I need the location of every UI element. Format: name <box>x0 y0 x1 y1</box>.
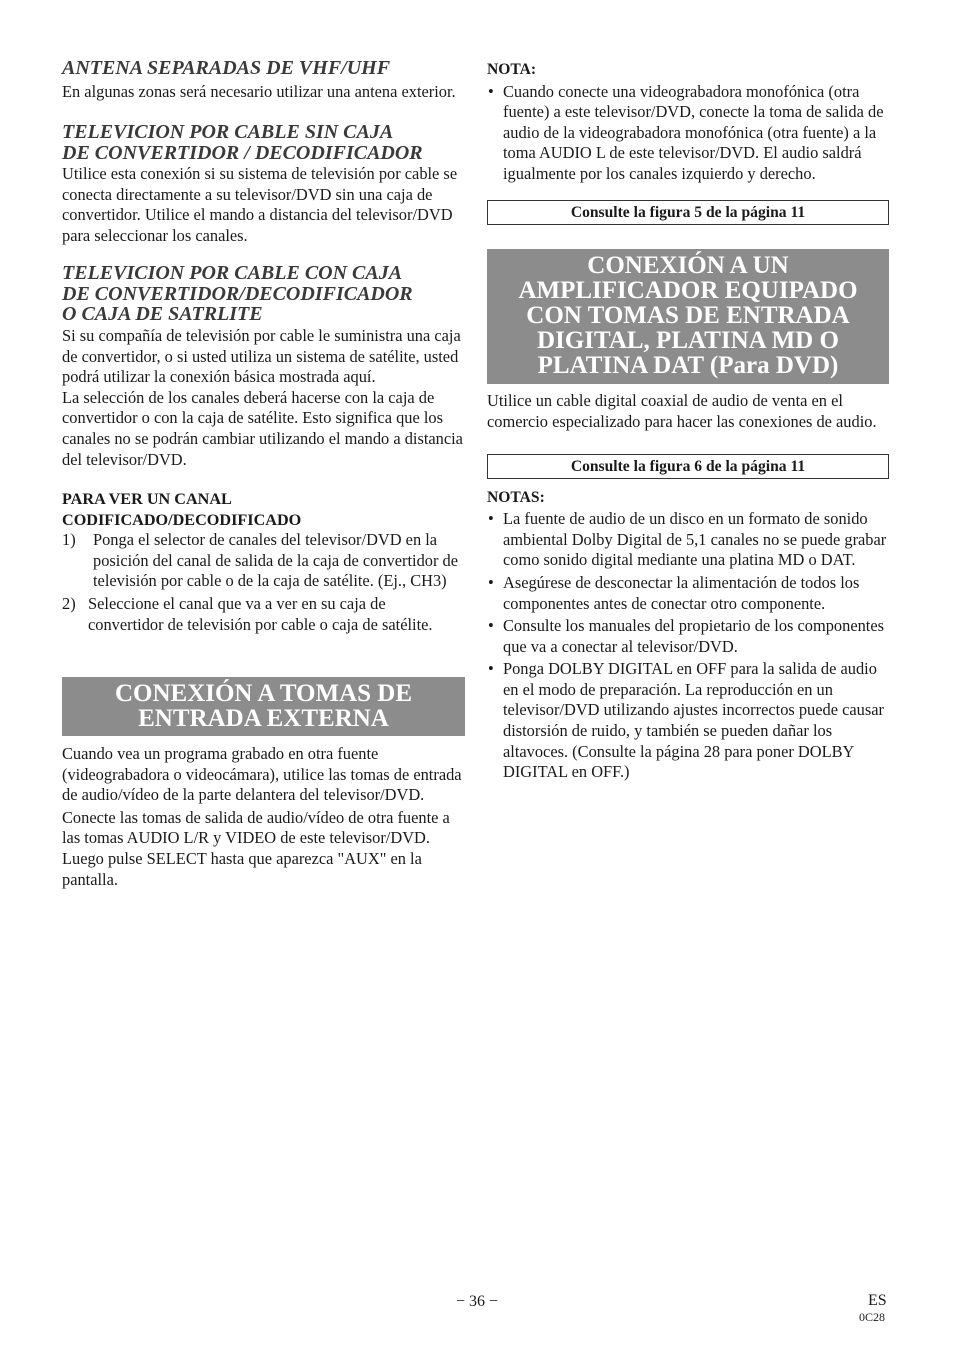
step-number: 2) <box>62 593 76 613</box>
banner-line: CONEXIÓN A UN <box>587 252 789 280</box>
list-item: • Ponga DOLBY DIGITAL en OFF para la salida de audio en el modo de preparación. La reproducción en un televisor/DVD utilizando ajustes incorrectos puede causar distorsión de ruido, y también se pueden dañar los altavoces. (Consulte la página 28 para poner DOLBY DIGITAL en OFF.) <box>487 659 889 783</box>
banner-line: ENTRADA EXTERNA <box>138 705 389 733</box>
antena-text: En algunas zonas será necesario utilizar una antena exterior. <box>62 81 456 101</box>
title-line: DE CONVERTIDOR / DECODIFICADOR <box>62 141 423 164</box>
step-text: Seleccione el canal que va a ver en su caja de convertidor de televisión por cable o caja de satélite. <box>88 593 433 634</box>
steps-list <box>62 530 465 635</box>
banner-line: PLATINA DAT (Para DVD) <box>537 351 839 379</box>
language-code: ES <box>868 1292 887 1309</box>
step-text: Ponga el selector de canales del televisor/DVD en la posición del canal de salida de la caja de convertidor de televisión por cable o de la caja de satélite. (Ej., CH3) <box>93 530 458 591</box>
list-item: • La fuente de audio de un disco en un formato de sonido ambiental Dolby Digital de 5,1 canales no se puede grabar como sonido digital mediante una platina MD o DAT. <box>487 509 889 571</box>
section-title-canal-codificado <box>62 489 465 530</box>
list-item <box>62 594 465 635</box>
section-banner-amplificador <box>487 249 889 384</box>
banner-line: DIGITAL, PLATINA MD O <box>537 326 839 354</box>
step-number: 1) <box>62 530 76 550</box>
document-code: 0C28 <box>859 1310 886 1324</box>
banner-line: CON TOMAS DE ENTRADA <box>526 302 850 330</box>
nota-list <box>487 82 889 185</box>
notas-list <box>487 509 889 783</box>
figure-reference-6: Consulte la figura 6 de la página 11 <box>487 454 889 479</box>
entrada-externa-text-2: Conecte las tomas de salida de audio/vídeo de otra fuente a las tomas AUDIO L/R y VIDEO de este televisor/DVD. Luego pulse SELECT hasta que aparezca "AUX" en la pantalla. <box>62 807 450 889</box>
title-line: DE CONVERTIDOR/DECODIFICADOR <box>62 282 413 305</box>
list-item: • Cuando conecte una videograbadora monofónica (otra fuente) a este televisor/DVD, conecte la toma de salida de audio de la videograbadora monofónica (otra fuente) a la toma AUDIO L de este televisor/DVD. El audio saldrá igualmente por los canales izquierdo y derecho. <box>487 82 889 185</box>
title-line: PARA VER UN CANAL <box>62 490 232 509</box>
cable-con-caja-text-1: Si su compañía de televisión por cable le suministra una caja de convertidor, o si usted utiliza un sistema de satélite, usted podrá utilizar la conexión básica mostrada aquí. <box>62 325 461 387</box>
amplificador-text: Utilice un cable digital coaxial de audio de venta en el comercio especializado para hacer las conexiones de audio. <box>487 391 877 432</box>
entrada-externa-text-1: Cuando vea un programa grabado en otra fuente (videograbadora o videocámara), utilice las tomas de entrada de audio/vídeo de la parte delantera del televisor/DVD. <box>62 744 462 805</box>
figure-reference-5: Consulte la figura 5 de la página 11 <box>487 200 889 225</box>
title-line: CODIFICADO/DECODIFICADO <box>62 510 302 529</box>
list-item: • Asegúrese de desconectar la alimentación de todos los componentes antes de conectar otro componente. <box>487 573 889 614</box>
banner-line: AMPLIFICADOR EQUIPADO <box>518 277 858 305</box>
page-number: − 36 − <box>455 1293 499 1310</box>
banner-line: CONEXIÓN A TOMAS DE <box>114 680 413 708</box>
title-line: TELEVICION POR CABLE SIN CAJA <box>62 121 394 144</box>
list-item: • Consulte los manuales del propietario de los componentes que va a conectar al televisor/DVD. <box>487 616 889 657</box>
cable-con-caja-text-2: La selección de los canales deberá hacerse con la caja de convertidor o con la caja de satélite. Esto significa que los canales no se podrán cambiar utilizando el mando a distancia del televisor/DVD. <box>62 387 463 469</box>
nota-title: NOTA: <box>487 61 537 78</box>
cable-sin-caja-text: Utilice esta conexión si su sistema de televisión por cable se conecta directamente a su televisor/DVD sin una caja de convertidor. Utilice el mando a distancia del televisor/DVD para seleccionar los canales. <box>62 164 458 245</box>
title-line: O CAJA DE SATRLITE <box>62 303 263 326</box>
list-item <box>62 530 465 592</box>
notas-title: NOTAS: <box>487 488 545 506</box>
section-title-cable-sin-caja <box>62 122 465 163</box>
section-title-antena: ANTENA SEPARADAS DE VHF/UHF <box>62 57 391 79</box>
section-banner-entrada-externa <box>62 677 465 736</box>
section-title-cable-con-caja <box>62 263 465 325</box>
title-line: TELEVICION POR CABLE CON CAJA <box>62 262 403 285</box>
left-column <box>62 58 465 890</box>
right-column <box>487 58 889 785</box>
